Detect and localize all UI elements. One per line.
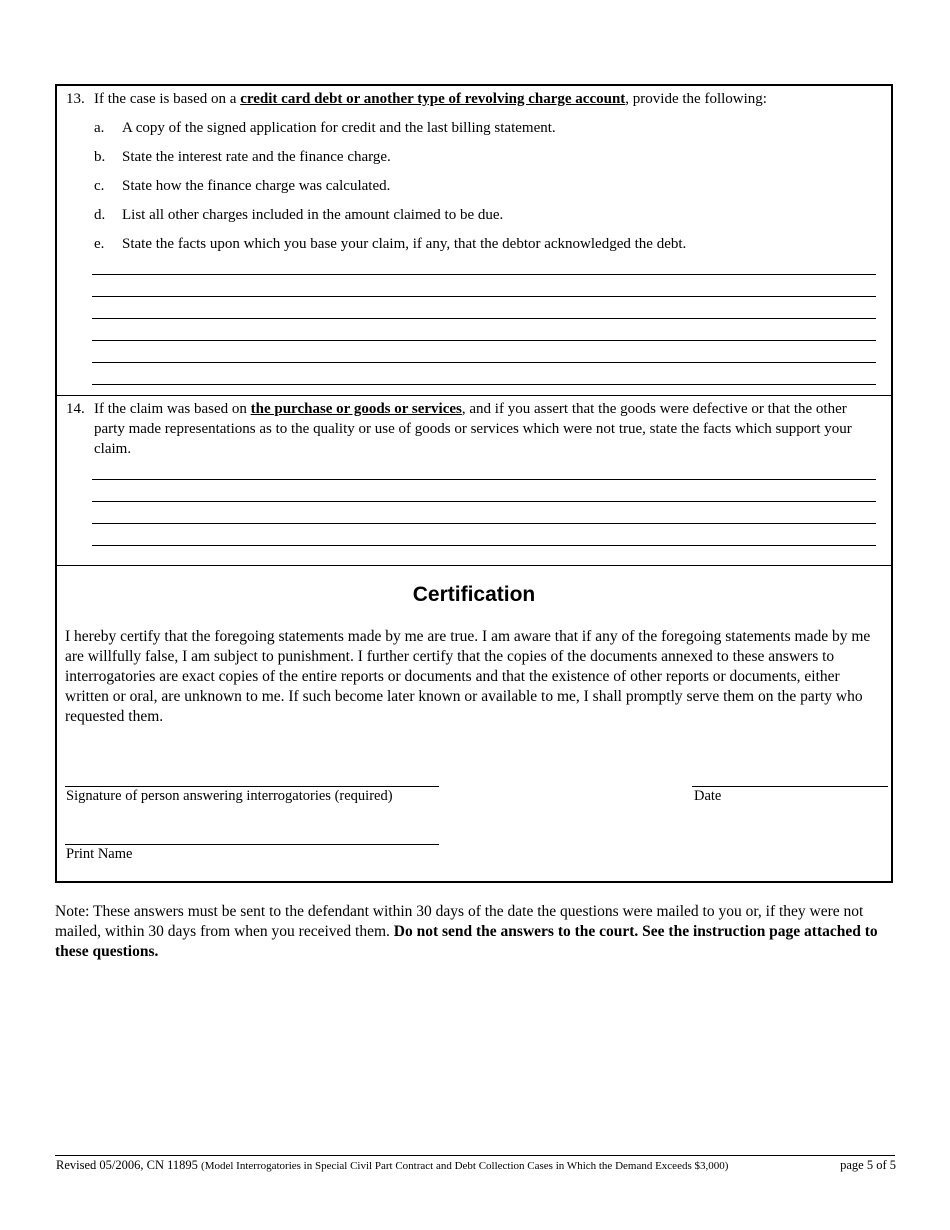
- footer-revision: Revised 05/2006, CN 11895: [56, 1158, 202, 1172]
- q13-item-c: [94, 176, 390, 196]
- item-text: List all other charges included in the amount claimed to be due.: [122, 207, 504, 223]
- footer: [56, 1158, 896, 1173]
- date-label: Date: [694, 788, 722, 804]
- footer-rule: [55, 1155, 895, 1156]
- date-line[interactable]: [692, 786, 888, 787]
- answer-line[interactable]: [92, 479, 876, 480]
- q13-item-a: [94, 118, 556, 138]
- answer-line[interactable]: [92, 362, 876, 363]
- certification-body: I hereby certify that the foregoing statements made by me are true. I am aware that if any of the foregoing statements made by me are willfully false, I am subject to punishment. I further certify that the copies of the documents annexed to these answers to interrogatories are exact copies of the entire reports or documents and that the existence of other reports or documents, either written or oral, are unknown to me. If such become later known or available to me, I shall promptly serve them on the party who requested them.: [65, 628, 871, 725]
- answer-line[interactable]: [92, 296, 876, 297]
- question-text: If the case is based on a: [94, 91, 241, 107]
- answer-line[interactable]: [92, 501, 876, 502]
- question-14: [66, 399, 877, 459]
- item-letter: b.: [94, 149, 106, 165]
- print-name-line[interactable]: [65, 844, 439, 845]
- item-letter: d.: [94, 207, 106, 223]
- note: [55, 902, 895, 962]
- page-number: page 5 of 5: [840, 1158, 896, 1172]
- note-text: Note: These answers must be sent to the defendant within 30 days of the date the questions were mailed to you or, if they were not mailed, within 30 days from when you received them.: [55, 903, 864, 940]
- question-text-suffix: , provide the following:: [625, 91, 767, 107]
- item-text: A copy of the signed application for credit and the last billing statement.: [122, 120, 556, 136]
- question-number: 14.: [66, 401, 85, 417]
- note-bold-text: Do not send the answers to the court. See the instruction page attached to these questions.: [55, 923, 878, 960]
- question-number: 13.: [66, 91, 85, 107]
- question-emphasis: credit card debt or another type of revolving charge account: [240, 91, 626, 107]
- answer-line[interactable]: [92, 340, 876, 341]
- item-text: State the facts upon which you base your claim, if any, that the debtor acknowledged the debt.: [122, 236, 687, 252]
- certification-box: [55, 565, 893, 883]
- question-text: If the claim was based on: [94, 401, 251, 417]
- question-13-box: [55, 84, 893, 396]
- question-14-box: [55, 395, 893, 566]
- answer-line[interactable]: [92, 545, 876, 546]
- item-letter: c.: [94, 178, 105, 194]
- item-text: State how the finance charge was calculated.: [122, 178, 391, 194]
- print-name-label: Print Name: [66, 846, 133, 862]
- question-13: [66, 89, 877, 109]
- answer-line[interactable]: [92, 318, 876, 319]
- item-text: State the interest rate and the finance charge.: [122, 149, 391, 165]
- signature-line[interactable]: [65, 786, 439, 787]
- answer-line[interactable]: [92, 384, 876, 385]
- certification-title: Certification: [412, 583, 536, 606]
- footer-title: (Model Interrogatories in Special Civil Part Contract and Debt Collection Cases in Which the Demand Exceeds $3,000): [201, 1160, 729, 1172]
- q13-item-d: [94, 205, 503, 225]
- item-letter: e.: [94, 236, 105, 252]
- answer-line[interactable]: [92, 523, 876, 524]
- question-text-suffix: , and if you assert that the goods were defective or that the other party made representations as to the quality or use of goods or services which were not true, state the facts which support your claim.: [94, 401, 852, 457]
- answer-line[interactable]: [92, 274, 876, 275]
- q13-item-e: [94, 234, 686, 254]
- signature-label: Signature of person answering interrogatories (required): [66, 788, 393, 804]
- question-emphasis: the purchase or goods or services: [250, 401, 462, 417]
- q13-item-b: [94, 147, 391, 167]
- item-letter: a.: [94, 120, 105, 136]
